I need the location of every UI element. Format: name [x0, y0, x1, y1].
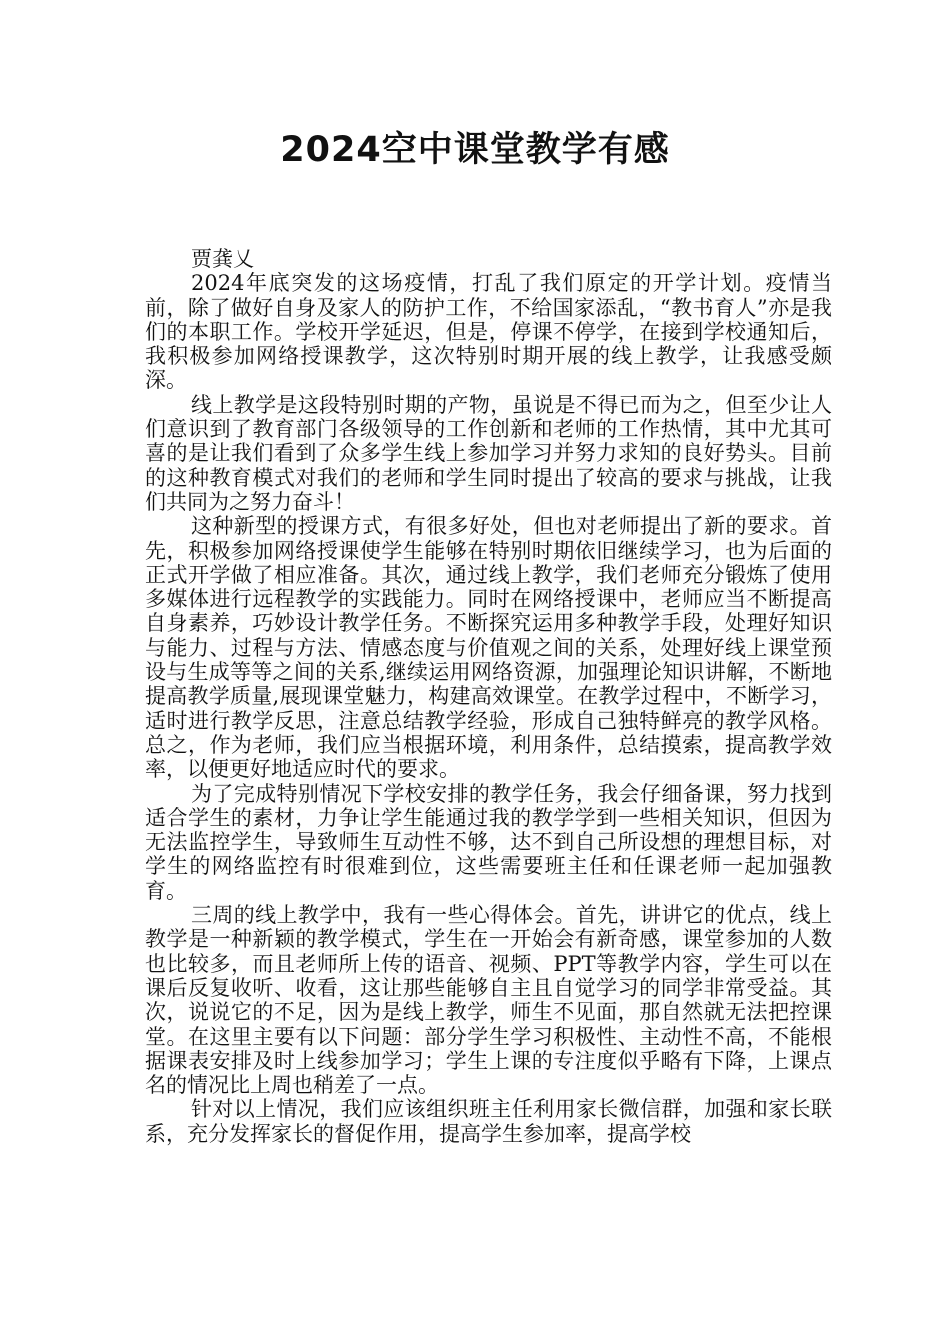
paragraph-1: 2024年底突发的这场疫情，打乱了我们原定的开学计划。疫情当前，除了做好自身及家人的防护工作，不给国家添乱，“教书育人”亦是我们的本职工作。学校开学延迟，但是，停课不停学，在接到学校通知后，我积极参加网络授课教学，这次特别时期开展的线上教学，让我感受颇深。 [145, 271, 832, 393]
document-title: 2024空中课堂教学有感 [280, 130, 670, 170]
document-body [145, 247, 832, 1146]
paragraph-2: 线上教学是这段特别时期的产物，虽说是不得已而为之，但至少让人们意识到了教育部门各级领导的工作创新和老师的工作热情，其中尤其可喜的是让我们看到了众多学生线上参加学习并努力求知的良好势头。目前的这种教育模式对我们的老师和学生同时提出了较高的要求与挑战，让我们共同为之努力奋斗！ [145, 392, 832, 514]
paragraph-4: 为了完成特别情况下学校安排的教学任务，我会仔细备课，努力找到适合学生的素材，力争让学生能通过我的教学学到一些相关知识，但因为无法监控学生，导致师生互动性不够，达不到自己所设想的理想目标，对学生的网络监控有时很难到位，这些需要班主任和任课老师一起加强教育。 [145, 781, 832, 903]
paragraph-5: 三周的线上教学中，我有一些心得体会。首先，讲讲它的优点，线上教学是一种新颖的教学模式，学生在一开始会有新奇感，课堂参加的人数也比较多，而且老师所上传的语音、视频、PPT等教学内容，学生可以在课后反复收听、收看，这让那些能够自主且自觉学习的同学非常受益。其次，说说它的不足，因为是线上教学，师生不见面，那自然就无法把控课堂。在这里主要有以下问题：部分学生学习积极性、主动性不高，不能根据课表安排及时上线参加学习；学生上课的专注度似乎略有下降，上课点名的情况比上周也稍差了一点。 [145, 903, 832, 1098]
paragraph-6: 针对以上情况，我们应该组织班主任利用家长微信群，加强和家长联系，充分发挥家长的督促作用，提高学生参加率，提高学校 [145, 1097, 832, 1146]
paragraph-3: 这种新型的授课方式，有很多好处，但也对老师提出了新的要求。首先，积极参加网络授课使学生能够在特别时期依旧继续学习，也为后面的正式开学做了相应准备。其次，通过线上教学，我们老师充分锻炼了使用多媒体进行远程教学的实践能力。同时在网络授课中，老师应当不断提高自身素养，巧妙设计教学任务。不断探究运用多种教学手段，处理好知识与能力、过程与方法、情感态度与价值观之间的关系，处理好线上课堂预设与生成等等之间的关系,继续运用网络资源，加强理论知识讲解，不断地提高教学质量,展现课堂魅力，构建高效课堂。在教学过程中，不断学习，适时进行教学反思，注意总结教学经验，形成自己独特鲜亮的教学风格。总之，作为老师，我们应当根据环境，利用条件，总结摸索，提高教学效率，以便更好地适应时代的要求。 [145, 514, 832, 782]
author-name: 贾龚乂 [191, 247, 254, 271]
